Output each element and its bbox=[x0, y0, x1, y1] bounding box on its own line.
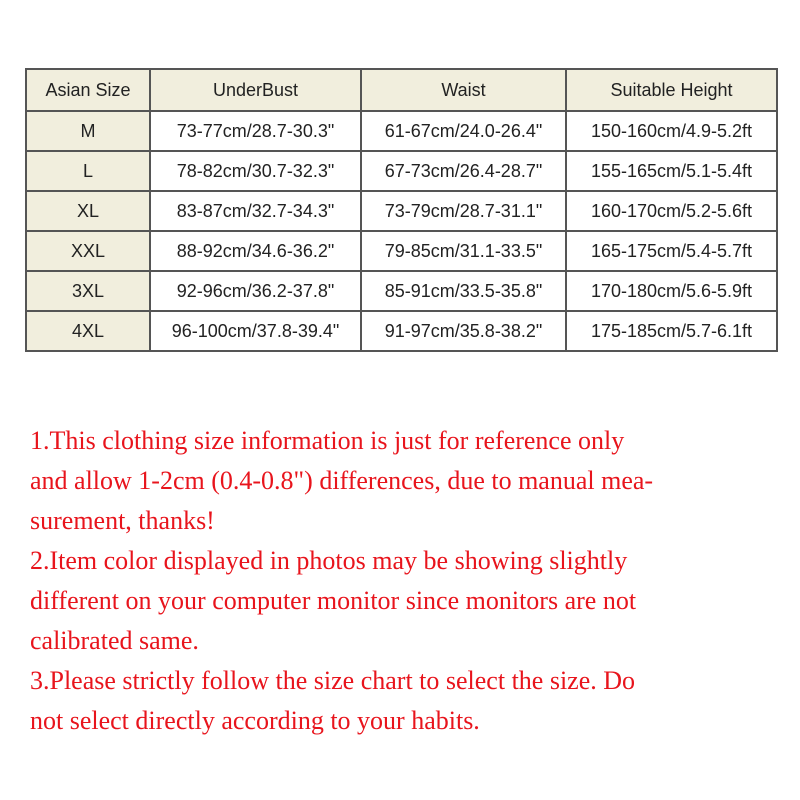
underbust-cell: 92-96cm/36.2-37.8" bbox=[150, 271, 361, 311]
header-asian-size: Asian Size bbox=[26, 69, 150, 111]
waist-cell: 91-97cm/35.8-38.2" bbox=[361, 311, 566, 351]
underbust-cell: 78-82cm/30.7-32.3" bbox=[150, 151, 361, 191]
note-line: 1.This clothing size information is just for reference only bbox=[30, 426, 625, 455]
underbust-cell: 83-87cm/32.7-34.3" bbox=[150, 191, 361, 231]
header-waist: Waist bbox=[361, 69, 566, 111]
underbust-cell: 88-92cm/34.6-36.2" bbox=[150, 231, 361, 271]
height-cell: 175-185cm/5.7-6.1ft bbox=[566, 311, 777, 351]
height-cell: 150-160cm/4.9-5.2ft bbox=[566, 111, 777, 151]
header-underbust: UnderBust bbox=[150, 69, 361, 111]
table-row bbox=[26, 191, 777, 231]
size-cell: L bbox=[26, 151, 150, 191]
waist-cell: 85-91cm/33.5-35.8" bbox=[361, 271, 566, 311]
size-cell: 3XL bbox=[26, 271, 150, 311]
table-row bbox=[26, 111, 777, 151]
height-cell: 170-180cm/5.6-5.9ft bbox=[566, 271, 777, 311]
note-line: 2.Item color displayed in photos may be showing slightly bbox=[30, 546, 628, 575]
note-line: different on your computer monitor since monitors are not bbox=[30, 586, 637, 615]
table-row bbox=[26, 311, 777, 351]
note-line: calibrated same. bbox=[30, 626, 199, 655]
underbust-cell: 73-77cm/28.7-30.3" bbox=[150, 111, 361, 151]
table-header-row bbox=[26, 69, 777, 111]
table-row bbox=[26, 271, 777, 311]
table-row bbox=[26, 231, 777, 271]
size-cell: M bbox=[26, 111, 150, 151]
note-line: and allow 1-2cm (0.4-0.8") differences, due to manual mea- bbox=[30, 466, 654, 495]
size-notes bbox=[30, 421, 770, 741]
note-line: not select directly according to your habits. bbox=[30, 706, 480, 735]
note-2 bbox=[30, 541, 770, 661]
height-cell: 165-175cm/5.4-5.7ft bbox=[566, 231, 777, 271]
table-row bbox=[26, 151, 777, 191]
underbust-cell: 96-100cm/37.8-39.4" bbox=[150, 311, 361, 351]
height-cell: 155-165cm/5.1-5.4ft bbox=[566, 151, 777, 191]
note-1 bbox=[30, 421, 770, 541]
size-cell: 4XL bbox=[26, 311, 150, 351]
note-3 bbox=[30, 661, 770, 741]
waist-cell: 73-79cm/28.7-31.1" bbox=[361, 191, 566, 231]
size-cell: XL bbox=[26, 191, 150, 231]
note-line: 3.Please strictly follow the size chart to select the size. Do bbox=[30, 666, 636, 695]
header-suitable-height: Suitable Height bbox=[566, 69, 777, 111]
size-chart-table bbox=[25, 68, 778, 352]
waist-cell: 67-73cm/26.4-28.7" bbox=[361, 151, 566, 191]
size-cell: XXL bbox=[26, 231, 150, 271]
waist-cell: 61-67cm/24.0-26.4" bbox=[361, 111, 566, 151]
height-cell: 160-170cm/5.2-5.6ft bbox=[566, 191, 777, 231]
waist-cell: 79-85cm/31.1-33.5" bbox=[361, 231, 566, 271]
note-line: surement, thanks! bbox=[30, 506, 215, 535]
